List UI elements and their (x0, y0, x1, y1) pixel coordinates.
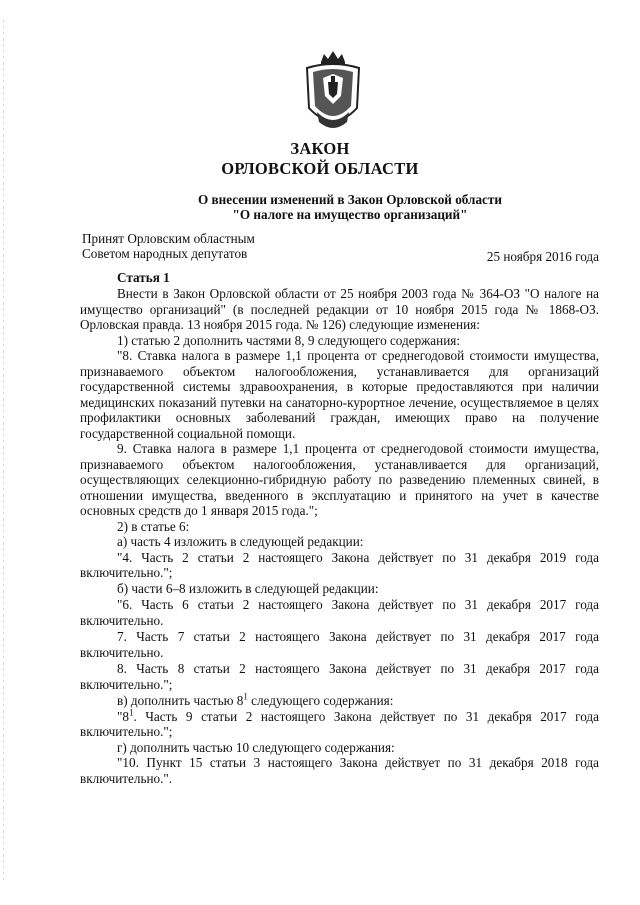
article-heading: Статья 1 (117, 270, 170, 285)
adoption-line2: Советом народных депутатов (82, 246, 248, 261)
part-9-text: 9. Ставка налога в размере 1,1 процента от среднегодовой стоимости имущества, признаваемого объектом налогообложения, устанавливается для организаций, осуществляющих селекционно-гибридную работу по разведению племенных свиней, в отношении имущества, введенного в эксплуатацию и принятого на учет в качестве основных средств до 1 января 2015 года."; (80, 441, 599, 518)
item-2v (80, 693, 599, 709)
article-intro: Внести в Закон Орловской области от 25 ноября 2003 года № 364-ОЗ "О налоге на имущество организаций" (в последней редакции от 10 ноября 2015 года № 1868-ОЗ. Орловская правда. 13 ноября 2015 года. № 126) следующие изменения: (80, 286, 599, 332)
item-2v-text (80, 709, 599, 740)
item-2b-part7: 7. Часть 7 статьи 2 настоящего Закона действует по 31 декабря 2017 года включительно. (80, 629, 599, 660)
law-title: ЗАКОН (290, 139, 350, 158)
item-2v-text-sup: 1 (128, 707, 134, 718)
adoption-line1: Принят Орловским областным (82, 231, 255, 246)
item-2v-post: следующего содержания: (247, 693, 394, 708)
item-2v-sup: 1 (243, 691, 248, 702)
item-2b: б) части 6–8 изложить в следующей редакции: (117, 580, 379, 596)
adoption-date: 25 ноября 2016 года (486, 249, 599, 264)
item-2g-text: "10. Пункт 15 статьи 3 настоящего Закона действует по 31 декабря 2018 года включительно.". (80, 755, 599, 786)
article-body (80, 286, 599, 786)
item-2b-part8: 8. Часть 8 статьи 2 настоящего Закона действует по 31 декабря 2017 года включительно."; (80, 661, 599, 692)
law-subtitle-line2: "О налоге на имущество организаций" (232, 207, 468, 222)
item-2v-text-pre: "8 (117, 708, 129, 724)
coat-of-arms-icon (297, 48, 369, 136)
part-8-text: "8. Ставка налога в размере 1,1 процента от среднегодовой стоимости имущества, признаваемого объектом налогообложения, устанавливается для организаций государственной системы здравоохранения, в которые предоставляются при наличии медицинских показаний путевки на санаторно-курортное лечение, осуществляемое в целях профилактики основных заболеваний граждан, имеющих право на получение государственной социальной помощи. (80, 348, 599, 441)
item-2v-pre: в) дополнить частью 8 (117, 693, 244, 708)
item-2a: а) часть 4 изложить в следующей редакции: (117, 534, 364, 549)
item-2b-part6: "6. Часть 6 статьи 2 настоящего Закона действует по 31 декабря 2017 года включительно. (80, 597, 599, 628)
item-2: 2) в статье 6: (117, 518, 190, 534)
item-1: 1) статью 2 дополнить частями 8, 9 следующего содержания: (117, 332, 460, 348)
law-subtitle-line1: О внесении изменений в Закон Орловской области (198, 192, 502, 207)
region-title: ОРЛОВСКОЙ ОБЛАСТИ (221, 159, 419, 178)
item-2v-text-post: . Часть 9 статьи 2 настоящего Закона действует по 31 декабря 2017 года включительно."; (80, 708, 599, 739)
item-2g: г) дополнить частью 10 следующего содержания: (117, 739, 395, 755)
item-2a-text: "4. Часть 2 статьи 2 настоящего Закона действует по 31 декабря 2019 года включительно."; (80, 549, 599, 580)
